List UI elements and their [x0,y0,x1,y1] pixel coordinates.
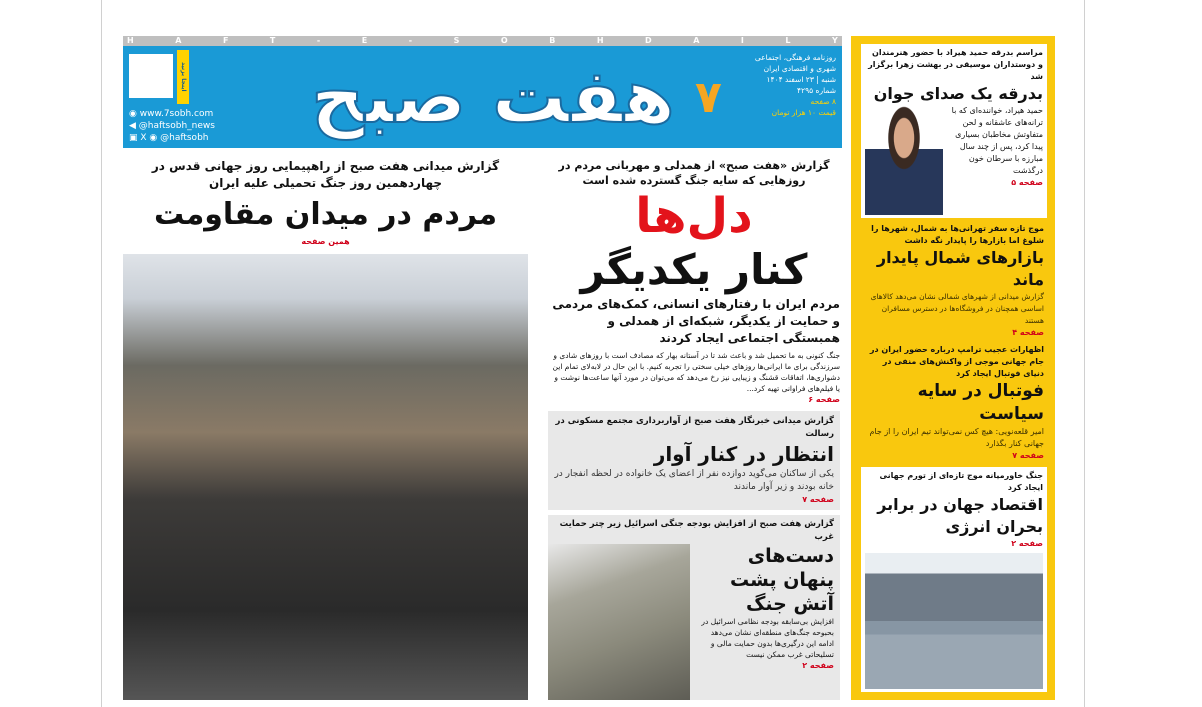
paper-type-2: شهری و اقتصادی ایران [763,64,836,73]
story-hands-body: افزایش بی‌سابقه بودجه نظامی اسرائیل در بحبوحه جنگ‌های منطقه‌ای نشان می‌دهد ادامه این درگیری‌ها بدون حمایت مالی و تسلیحاتی غرب ممکن نیست [701,617,834,659]
story-markets-page-ref[interactable]: صفحه ۴ [1012,328,1044,337]
telegram-link[interactable]: ◀ @haftsobh_news [129,121,215,131]
lead-story[interactable] [548,158,840,406]
lead-body: جنگ کنونی به ما تحمیل شد و باعث شد تا در آستانه بهار که مصادف است با روزهای شادی و سرزندگی برای ما ایرانی‌ها روزهای خیلی سختی را تجربه کنیم. با این حال در لابه‌لای تمام این دشواری‌ها، اتفاقات قشنگ و زیبایی نیز رخ می‌دهد که می‌توان در مورد آنها ساعت‌ها نوشت و یا فیلم‌های فراوانی تهیه کرد... [552,351,840,393]
story-economy-headline: اقتصاد جهان در برابر بحران انرژی [877,495,1043,536]
story-football[interactable] [861,344,1047,462]
lead-headline-black: کنار یکدیگر [580,245,808,294]
story-hands-kicker: گزارش هفت صبح از افزایش بودجه جنگی اسرائیل زیر چتر حمایت غرب [559,519,834,542]
strip-letter: S [453,36,460,45]
strip-letter: B [549,36,556,45]
story-football-body: امیر قلعه‌نویی: هیچ کس نمی‌تواند تیم ایران را از جام جهانی کنار بگذارد [869,427,1044,448]
strip-letter: T [269,36,276,45]
story-markets-headline: بازارهای شمال پایدار ماند [876,248,1044,289]
story-football-kicker: اظهارات عجیب ترامپ درباره حضور ایران در جام جهانی موجی از واکنش‌های منفی در دنیای فوتبال ایجاد کرد [869,345,1044,378]
left-story-kicker: گزارش میدانی هفت صبح از راهپیمایی روز جهانی قدس در چهاردهمین روز جنگ تحمیلی علیه ایران [151,159,500,190]
story-economy-page-ref[interactable]: صفحه ۲ [1011,539,1043,548]
story-economy[interactable] [861,467,1047,692]
story-wait-page-ref[interactable]: صفحه ۷ [802,495,834,504]
story-hands-page-ref[interactable]: صفحه ۲ [802,661,834,670]
lead-lede: مردم ایران با رفتارهای انسانی، کمک‌های مردمی و حمایت از یکدیگر، شبکه‌ای از همدلی و همبستگی اجتماعی ایجاد کردند [552,297,840,345]
strip-letter: I [740,36,744,45]
rally-photo [123,254,528,700]
left-story-headline: مردم در میدان مقاومت [153,197,498,232]
story-markets-body: گزارش میدانی از شهرهای شمالی نشان می‌دهد کالاهای اساسی همچنان در فروشگاه‌ها در دسترس مسافران هستند [870,292,1044,325]
story-hands-headline: دست‌های پنهان پشت آتش جنگ [730,545,834,615]
strip-letter: A [175,36,182,45]
strip-letter: A [693,36,700,45]
story-wait-headline: انتظار در کنار آوار [653,442,834,466]
middle-column [548,158,840,700]
story-singer-kicker: مراسم بدرقه حمید هیراد با حضور هنرمندان و دوستداران موسیقی در بهشت زهرا برگزار شد [868,48,1043,81]
strip-letter: F [222,36,229,45]
issue-date: شنبه | ۲۳ اسفند ۱۴۰۴ [766,75,836,84]
story-markets-kicker: موج تازه سفر تهرانی‌ها به شمال، شهرها را شلوغ اما بازارها را پایدار نگه داشت [871,224,1044,245]
strip-letter: D [645,36,652,45]
strip-letter: E [361,36,368,45]
strip-letter: H [127,36,134,45]
qr-tag[interactable]: اینجا بزنید [177,50,189,104]
masthead [123,36,842,148]
story-singer-page-ref[interactable]: صفحه ۵ [1011,178,1043,187]
lead-story-kicker: گزارش «هفت صبح» از همدلی و مهربانی مردم در روزهایی که سایه جنگ گسترده شده است [558,159,830,187]
left-story-page-ref[interactable]: همین صفحه [301,237,350,246]
lead-headline-red: دل‌ها [635,188,753,244]
story-football-page-ref[interactable]: صفحه ۷ [1012,451,1044,460]
website-link[interactable]: ◉ www.7sobh.com [129,109,214,119]
qr-code-icon[interactable] [129,54,173,98]
left-story[interactable] [123,158,528,700]
story-singer-headline: بدرقه یک صدای جوان [873,84,1043,103]
right-column-content [861,44,1047,692]
story-singer-body: حمید هیراد، خواننده‌ای که با ترانه‌های عاشقانه و لحن متفاوتش مخاطبان بسیاری پیدا کرد، پس از چند سال مبارزه با سرطان خون درگذشت [951,106,1043,175]
ship-photo [865,553,1043,689]
issue-info [724,52,836,118]
masthead-banner [123,46,842,148]
story-wait-kicker: گزارش میدانی خبرنگار هفت صبح از آواربرداری مجتمع مسکونی در رسالت [555,416,834,439]
strip-letter: L [785,36,791,45]
story-wait-body: یکی از ساکنان می‌گوید دوازده نفر از اعضای یک خانواده در لحظه انفجار در خانه بودند و زیر آوار ماندند [554,469,834,492]
strip-letter: Y [832,36,838,45]
story-wait[interactable] [548,411,840,510]
story-singer[interactable] [861,44,1047,218]
story-hands[interactable] [548,515,840,700]
masthead-strip [123,36,842,46]
strip-letter: - [408,36,413,45]
strip-letter: O [500,36,508,45]
paper-type: روزنامه فرهنگی، اجتماعی [754,53,836,62]
price: قیمت ۱۰ هزار تومان [771,108,836,117]
story-hands-text [690,544,840,700]
story-economy-kicker: جنگ خاورمیانه موج تازه‌ای از تورم جهانی ایجاد کرد [879,471,1043,492]
contact-links [129,108,215,144]
newspaper-logo: هفت صبح [311,54,675,140]
strip-letter: H [596,36,604,45]
strip-letter: - [316,36,321,45]
page-count: ۸ صفحه [810,97,836,106]
lead-page-ref[interactable]: صفحه ۶ [808,395,840,404]
singer-photo [865,105,943,215]
issue-number: شماره ۴۲۹۵ [797,86,836,95]
tank-photo [548,544,690,700]
social-link[interactable]: ▣ X ◉ @haftsobh [129,133,209,143]
logo-seven: ۷ [695,72,722,123]
story-markets[interactable] [861,223,1047,339]
story-football-headline: فوتبال در سایه سیاست [917,381,1044,424]
